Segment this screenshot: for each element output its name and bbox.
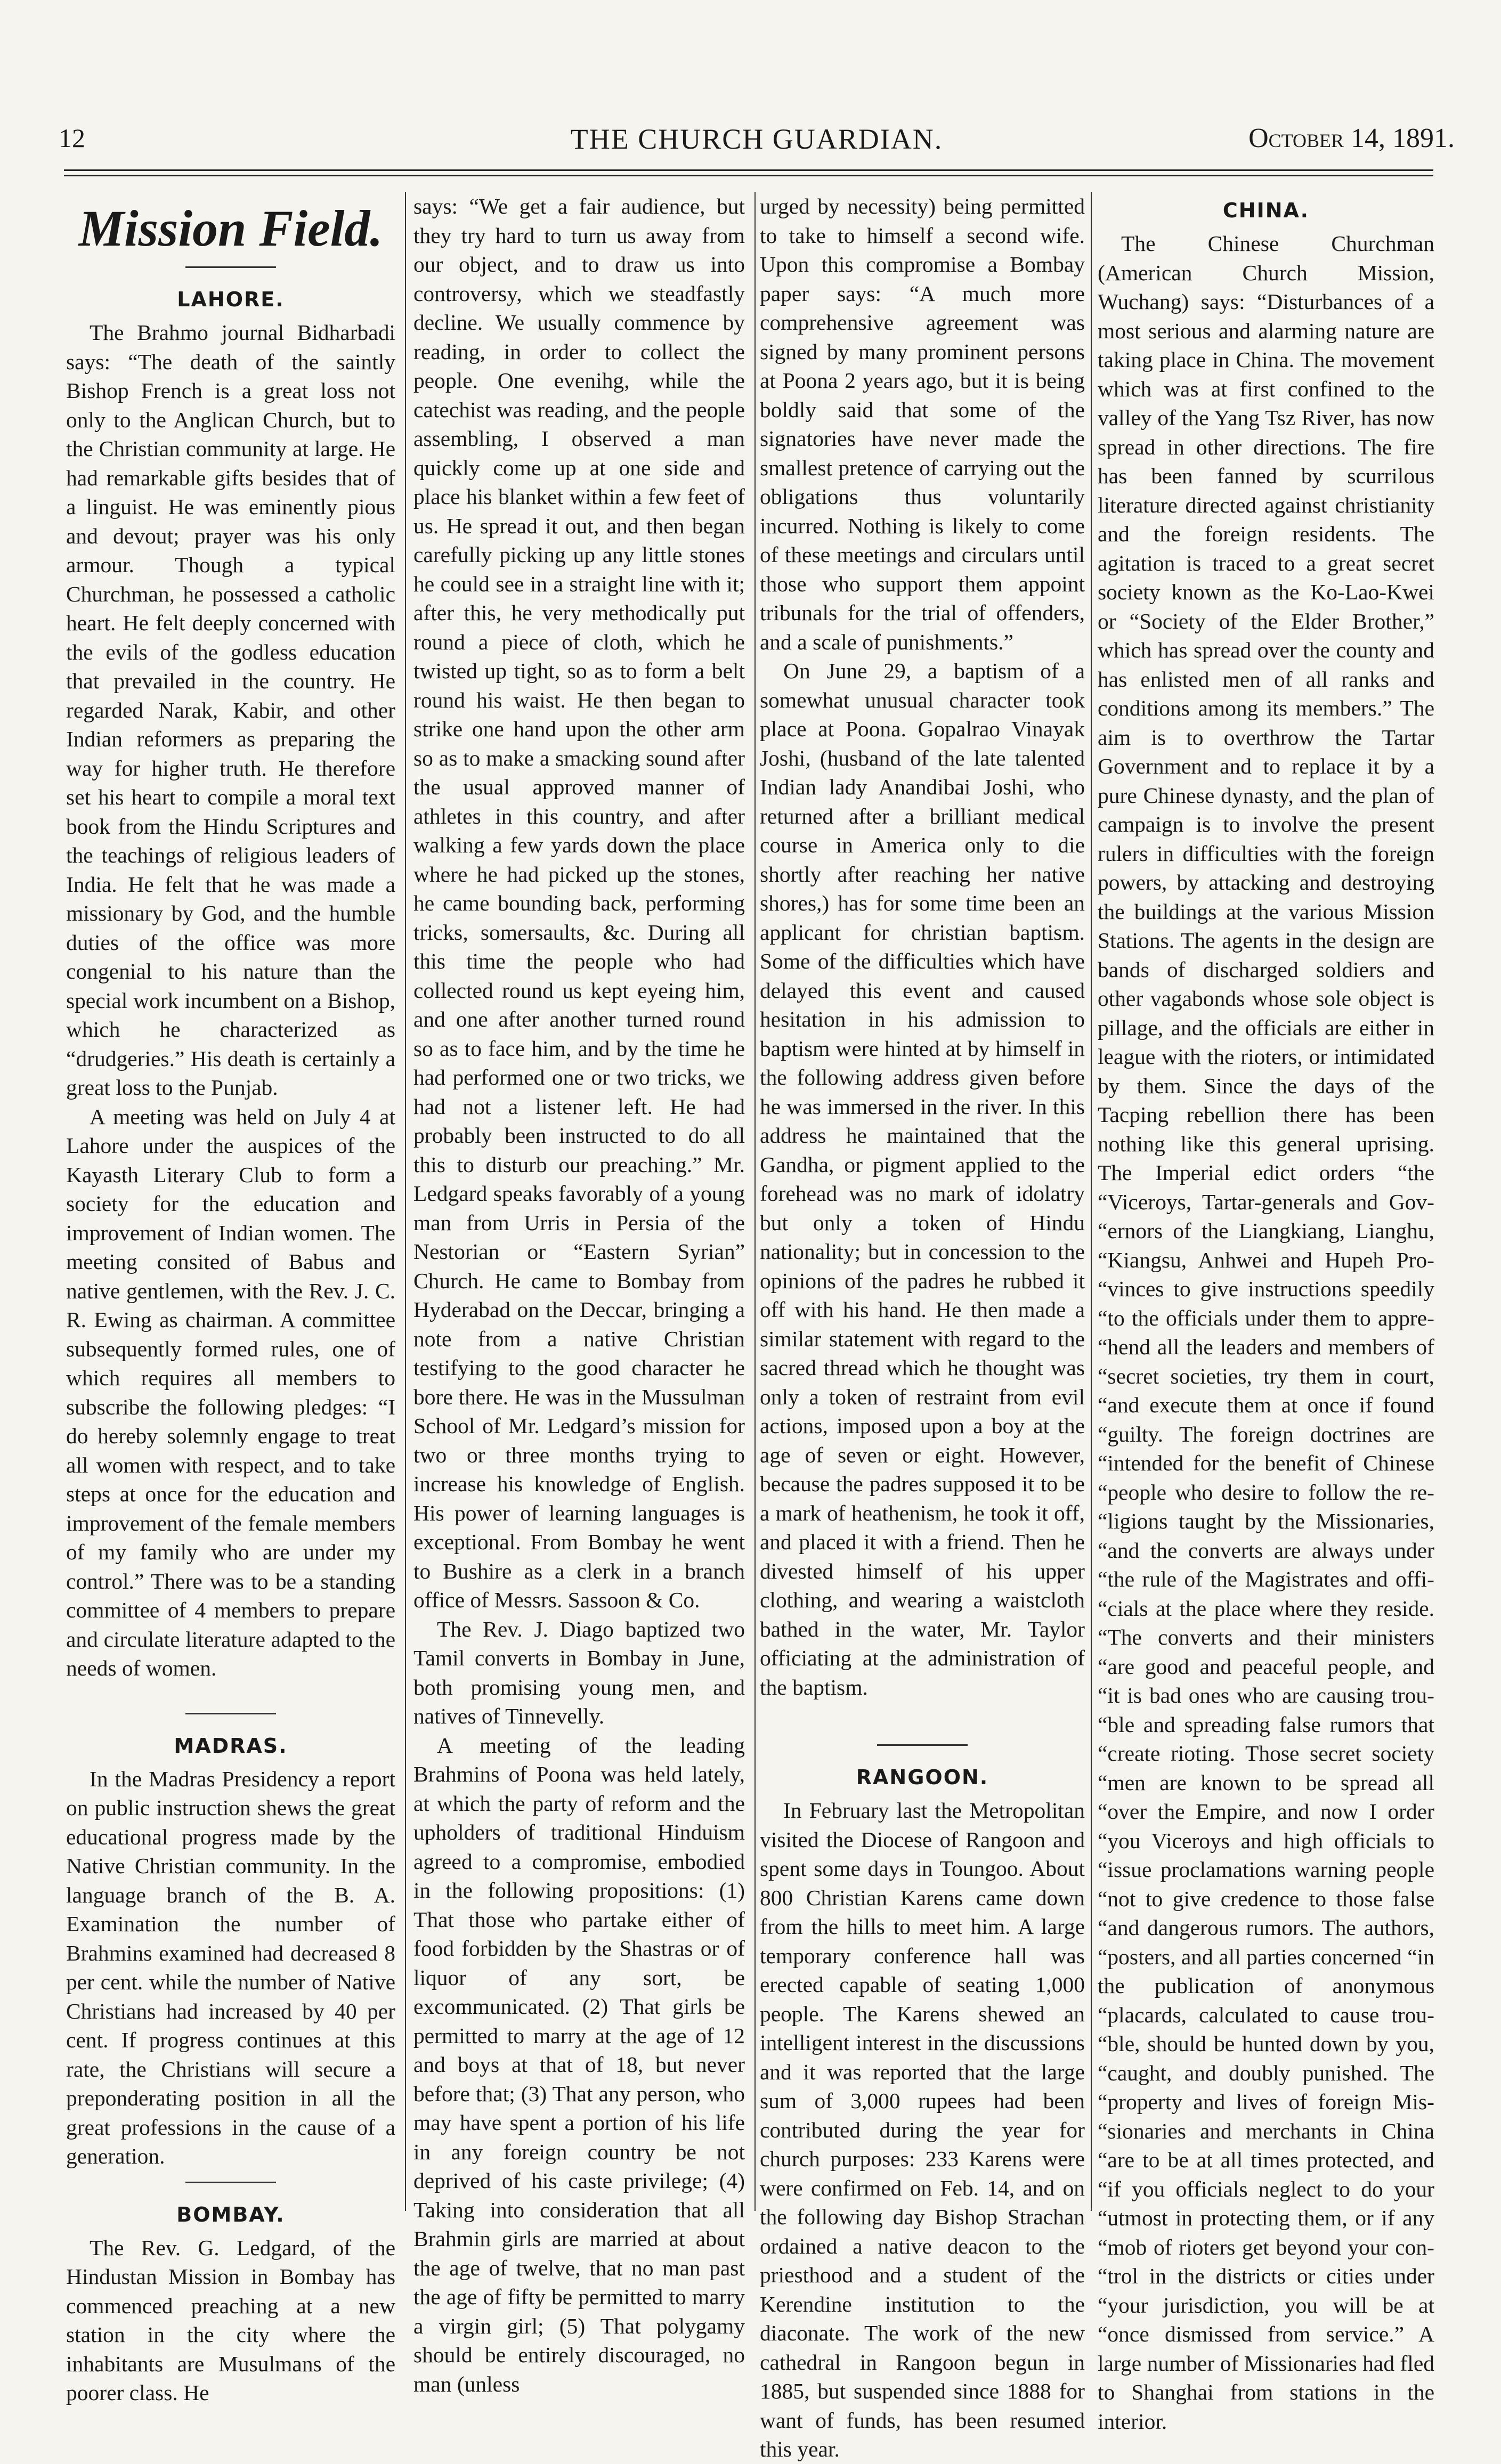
masthead-title: THE CHURCH GUARDIAN. [570,123,943,155]
section-title: Mission Field. [78,200,383,257]
paragraph: says: “We get a fair audience, but they try hard to turn us away from our object, and to draw us into controversy, which we steadfastly decline. We usually commence by reading, in order to collect the people. One evenihg, while the catechist was reading, and the people assembling, I observed a man quickly come up at one side and place his blanket within a few feet of us. He spread it out, and then began carefully picking up any little stones he could see in a straight line with it; after this, he very methodically put round a piece of cloth, which he twisted up tight, so as to form a belt round his waist. He then began to strike one hand upon the other arm so as to make a smacking sound after the usual approved manner of athletes in this country, and after walking a few yards down the place where he had picked up the stones, he came bounding back, performing tricks, somersaults, &c. During all this time the people who had collected round us kept eyeing him, and one after another turned round so as to face him, and by the time he had performed one or two tricks, we had not a listener left. He had probably been instructed to do all this to disturb our preaching.” Mr. Ledgard speaks favorably of a young man from Urris in Persia of the Nestorian or “Eastern Syrian” Church. He came to Bombay from Hyderabad on the Deccar, bringing a note from a native Christian testifying to the good character he bore there. He was in the Mussulman School of Mr. Ledgard’s mission for two or three months trying to increase his knowledge of English. His power of learning languages is exceptional. From Bombay he went to Bushire as a clerk in a branch office of Messrs. Sassoon & Co. [413,194,745,1612]
page-number: 12 [59,123,85,153]
paragraph: The Chinese Churchman (American Church Mission, Wuchang) says: “Disturbances of a most serious and alarming nature are taking place in China. The movement which was at first confined to the valley of the Yang Tsz River, has now spread in other directions. The fire has been fanned by scurrilous literature directed against christianity and the foreign residents. The agitation is traced to a great secret society known as the Ko-Lao-Kwei or “Society of the Elder Brother,” which has spread over the county and has enlisted men of all ranks and conditions among its members.” The aim is to overthrow the Tartar Government and to replace it by a pure Chinese dynasty, and the plan of campaign is to involve the present rulers in difficulties with the foreign powers, by attacking and destroying the buildings at the various Mission Stations. The agents in the design are bands of discharged soldiers and other vagabonds whose sole object is pillage, and the officials are either in league with the rioters, or intimidated by them. Since the days of the Tacping rebellion there has been nothing like this general uprising. The Imperial edict orders “the “Viceroys, Tartar-generals and Gov- “ernors of the Liangkiang, Lianghu, “Kiangsu, Anhwei and Hupeh Pro- “vinces to give instructions speedily “to the officials under them to appre- “hend all the leaders and members of “secret societies, try them in court, “and execute them at once if found “guilty. The foreign doctrines are “intended for the benefit of Chinese “people who desire to follow the re- “ligions taught by the Missionaries, “and the converts are always under “the rule of the Magistrates and offi- “cials at the place where they reside. “The converts and their ministers “are good and peaceful people, and “it is bad ones who are causing trou- “ble and spreading false rumors that “create rioting. Those secret society “men are known to be spread all “over the Empire, and now I order “you Viceroys and high officials to “issue proclamations warning people “not to give credence to those false “and dangerous rumors. The authors, “posters, and all parties concerned “in the publication of anonymous “placards, calculated to cause trou- “ble, should be hunted down by you, “caught, and doubly punished. The “property and lives of foreign Mis- “sionaries and merchants in China “are to be at all times protected, and “if you officials neglect to do your “utmost in protecting them, or if any “mob of rioters get beyond your con- “trol in the districts or cities under “your jurisdiction, you will be at “once dismissed from service.” A large number of Missionaries had fled to Shanghai from stations in the interior. [1098,231,1434,2434]
paragraph: urged by necessity) being permitted to take to himself a second wife. Upon this compromise a Bombay paper says: “A much more comprehensive agreement was signed by many prominent persons at Poona 2 years ago, but it is being boldly said that some of the signatories have never made the smallest pretence of carrying out the obligations thus voluntarily incurred. Nothing is likely to come of these meetings and circulars until those who support them appoint tribunals for the trial of offenders, and a scale of punishments.” [760,194,1085,654]
heading-rangoon: RANGOON. [856,1766,989,1789]
section-rule [877,1744,968,1746]
paragraph: The Brahmo journal Bidharbadi says: “The death of the saintly Bishop French is a great loss not only to the Anglican Church, but to the Christian community at large. He had remarkable gifts besides that of a linguist. He was eminently pious and devout; prayer was his only armour. Though a typical Churchman, he possessed a catholic heart. He felt deeply concerned with the evils of the godless education that prevailed in the country. He regarded Narak, Kabir, and other Indian reformers as preparing the way for higher truth. He therefore set his heart to compile a moral text book from the Hindu Scriptures and the teachings of religious leaders of India. He felt that he was made a missionary by God, and the humble duties of the office was more congenial to his nature than the special work incumbent on a Bishop, which he characterized as “drudgeries.” His death is certainly a great loss to the Punjab. [66,320,395,1100]
heading-madras: MADRAS. [174,1734,288,1758]
heading-lahore: LAHORE. [177,288,285,311]
header-rule-thin [64,175,1433,176]
section-rule [185,2182,276,2183]
column-separator [1091,192,1092,2211]
column-3 [760,192,1085,2461]
section-rule [185,1713,276,1714]
paragraph: The Rev. G. Ledgard, of the Hindustan Mission in Bombay has commenced preaching at a new station in the city where the inhabitants are Musulmans of the poorer class. He [66,2235,395,2405]
column-4 [1098,192,1434,2434]
issue-date: October 14, 1891. [1248,123,1455,153]
paragraph: In February last the Metropolitan visited the Diocese of Rangoon and spent some days in Toungoo. About 800 Christian Karens came down from the hills to meet him. A large temporary conference hall was erected capable of seating 1,000 people. The Karens shewed an intelligent interest in the discussions and it was reported that the large sum of 3,000 rupees had been contributed during the year for church purposes: 233 Karens were were confirmed on Feb. 14, and on the following day Bishop Strachan ordained a native deacon to the priesthood and a student of the Kerendine institution to the diaconate. The work of the new cathedral in Rangoon begun in 1885, but suspended since 1888 for want of funds, has been resumed this year. [760,1798,1085,2461]
paragraph: The Rev. J. Diago baptized two Tamil converts in Bombay in June, both promising young men, and natives of Tinnevelly. [413,1616,745,1728]
paragraph: A meeting was held on July 4 at Lahore under the auspices of the Kayasth Literary Club to form a society for the education and improvement of Indian women. The meeting consited of Babus and native gentlemen, with the Rev. J. C. R. Ewing as chairman. A committee subsequently formed rules, one of which requires all members to subscribe the following pledges: “I do hereby solemnly engage to treat all women with respect, and to take steps at once for the education and improvement of the female members of my family who are under my control.” There was to be a standing committee of 4 members to prepare and circulate literature adapted to the needs of women. [66,1104,395,1680]
heading-bombay: BOMBAY. [176,2202,285,2226]
paragraph: On June 29, a baptism of a somewhat unusual character took place at Poona. Gopalrao Vinayak Joshi, (husband of the late talented Indian lady Anandibai Joshi, who returned after a brilliant medical course in America only to die shortly after reaching her native shores,) has for some time been an applicant for christian baptism. Some of the difficulties which have delayed this event and caused hesitation in his admission to baptism were hinted at by himself in the following address given before he was immersed in the river. In this address he maintained that the Gandha, or pigment applied to the forehead was no mark of idolatry but only a token of Hindu nationality; but in concession to the opinions of the padres he rubbed it off with his hand. He then made a similar statement with regard to the sacred thread which he thought was only a token of restraint from evil actions, imposed upon a boy at the age of seven or eight. However, because the padres supposed it to be a mark of heathenism, he took it off, and placed it with a friend. Then he divested himself of his upper clothing, and wearing a waistcloth bathed in the water, Mr. Taylor officiating at the administration of the baptism. [760,658,1085,1699]
column-separator [405,192,406,2211]
header-rule [64,169,1433,171]
paragraph: A meeting of the leading Brahmins of Poona was held lately, at which the party of reform and the upholders of traditional Hinduism agreed to a compromise, embodied in the following propositions: (1) That those who partake either of food forbidden by the Shastras or of liquor of any sort, be excommunicated. (2) That girls be permitted to marry at the age of 12 and boys at that of 18, but never before that; (3) That any person, who may have spent a portion of his life in any foreign country be not deprived of his caste privilege; (4) Taking into consideration that all Brahmin girls are married at about the age of twelve, that no man past the age of fifty be permitted to marry a virgin girl; (5) That polygamy should be entirely discouraged, no man (unless [413,1733,745,2396]
title-rule [185,266,276,268]
paragraph: In the Madras Presidency a report on public instruction shews the great educational progress made by the Native Christian community. In the language branch of the B. A. Examination the number of Brahmins examined had decreased 8 per cent. while the number of Native Christians had increased by 40 per cent. If progress continues at this rate, the Christians will secure a preponderating position in all the great professions in the cause of a generation. [66,1766,395,2168]
column-separator [754,192,756,2211]
column-2 [413,192,745,2396]
page-header [59,123,1455,165]
heading-china: CHINA. [1222,199,1310,222]
column-1 [66,192,395,2405]
